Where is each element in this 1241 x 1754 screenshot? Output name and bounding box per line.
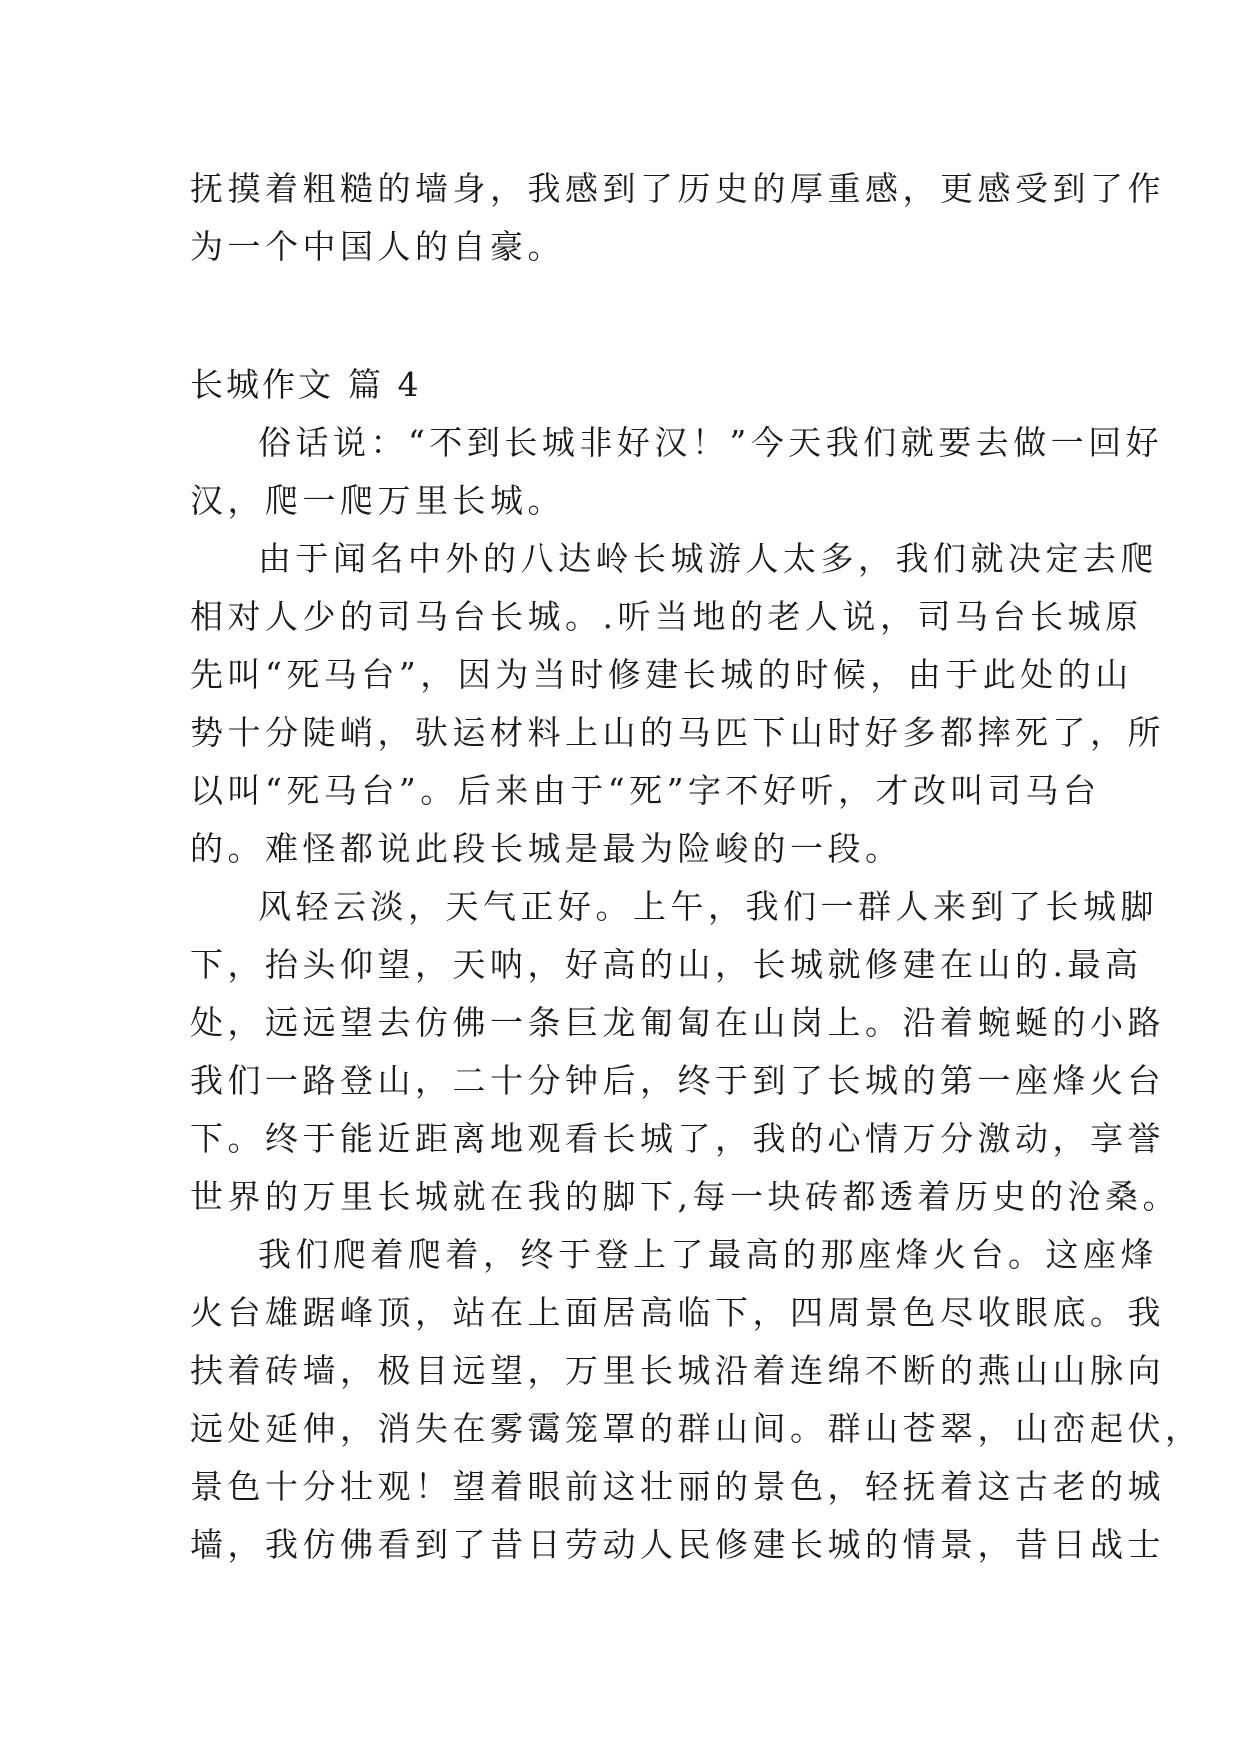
text-line: 俗话说：“不到长城非好汉！”今天我们就要去做一回好 (258, 423, 1164, 462)
text-line: 相对人少的司马台长城。.听当地的老人说，司马台长城原 (190, 597, 1143, 636)
text-line: 景色十分壮观！望着眼前这壮丽的景色，轻抚着这古老的城 (190, 1467, 1165, 1506)
paragraph-1 (190, 414, 1164, 530)
text-line: 抚摸着粗糙的墙身，我感到了历史的厚重感，更感受到了作 (190, 169, 1165, 208)
section-spacer (190, 276, 1050, 356)
text-line: 风轻云淡，天气正好。上午，我们一群人来到了长城脚 (258, 887, 1158, 926)
text-line: 势十分陡峭，驮运材料上山的马匹下山时好多都摔死了，所 (190, 713, 1165, 752)
section-title: 长城作文 (190, 365, 334, 404)
text-line: 为一个中国人的自豪。 (190, 227, 565, 266)
text-line: 扶着砖墙，极目远望，万里长城沿着连绵不断的燕山山脉向 (190, 1351, 1165, 1390)
text-line: 世界的万里长城就在我的脚下,每一块砖都透着历史的沧桑。 (190, 1177, 1180, 1216)
document-page (190, 160, 1203, 1574)
text-line: 以叫“死马台”。后来由于“死”字不好听，才改叫司马台 (190, 771, 1101, 810)
text-line: 墙，我仿佛看到了昔日劳动人民修建长城的情景，昔日战士 (190, 1525, 1165, 1564)
text-line: 由于闻名中外的八达岭长城游人太多，我们就决定去爬 (258, 539, 1158, 578)
text-line: 火台雄踞峰顶，站在上面居高临下，四周景色尽收眼底。我 (190, 1293, 1165, 1332)
text-line: 先叫“死马台”，因为当时修建长城的时候，由于此处的山 (190, 655, 1133, 694)
section-heading (190, 356, 1050, 414)
text-line: 下。终于能近距离地观看长城了，我的心情万分激动，享誉 (190, 1119, 1165, 1158)
text-line: 我们一路登山，二十分钟后，终于到了长城的第一座烽火台 (190, 1061, 1165, 1100)
text-line: 处，远远望去仿佛一条巨龙匍匐在山岗上。沿着蜿蜒的小路 (190, 1003, 1165, 1042)
text-line: 下，抬头仰望，天呐，好高的山，长城就修建在山的.最高 (190, 945, 1143, 984)
section-number: 篇 4 (348, 365, 422, 404)
intro-paragraph (190, 160, 1165, 276)
text-line: 汉，爬一爬万里长城。 (190, 481, 565, 520)
paragraph-2 (190, 530, 1165, 878)
text-line: 远处延伸，消失在雾霭笼罩的群山间。群山苍翠，山峦起伏， (190, 1409, 1203, 1448)
paragraph-3 (190, 878, 1180, 1226)
text-line: 的。难怪都说此段长城是最为险峻的一段。 (190, 829, 903, 868)
paragraph-4 (190, 1226, 1203, 1574)
text-line: 我们爬着爬着，终于登上了最高的那座烽火台。这座烽 (258, 1235, 1158, 1274)
